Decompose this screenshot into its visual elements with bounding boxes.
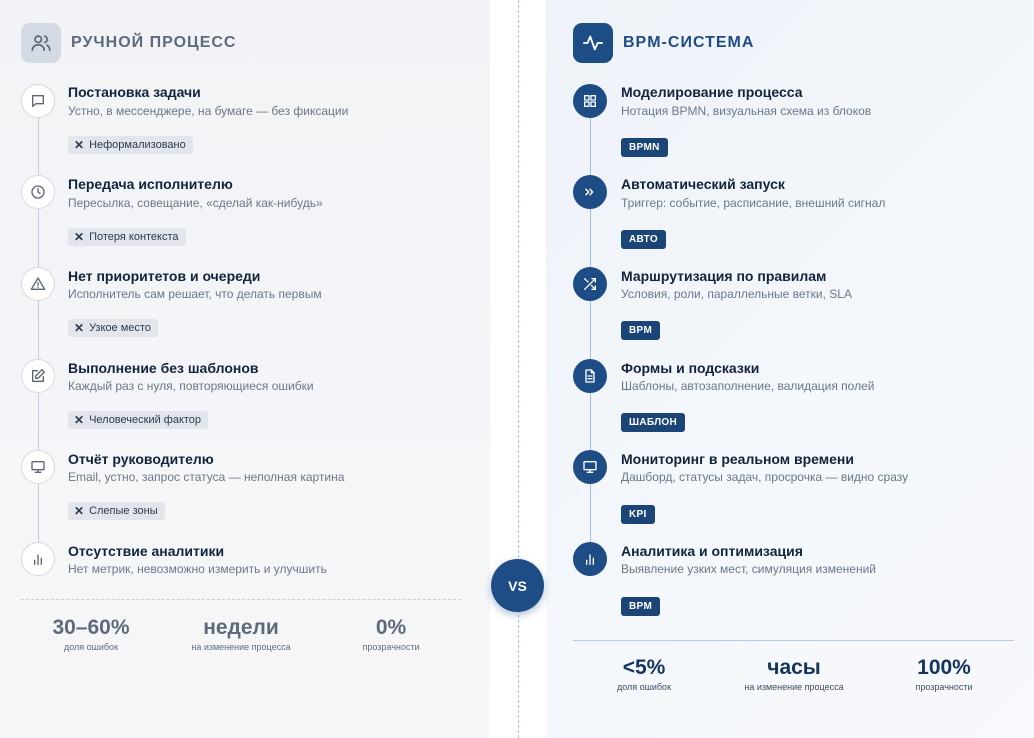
edit-icon	[21, 359, 55, 393]
problem-badge	[68, 502, 165, 520]
clock-icon	[21, 175, 55, 209]
feature-badge: BPM	[621, 597, 660, 616]
close-icon: ✕	[74, 230, 85, 244]
shuffle-icon	[573, 267, 607, 301]
stat-value: недели	[203, 616, 279, 639]
bpm-system-title: BPM-СИСТЕМА	[623, 34, 755, 51]
step-title: Выполнение без шаблонов	[68, 360, 259, 376]
problem-badge	[68, 228, 186, 246]
warning-icon	[21, 267, 55, 301]
activity-icon	[573, 23, 613, 63]
close-icon: ✕	[74, 413, 85, 427]
badge-label: Неформализовано	[89, 139, 186, 151]
manual-timeline	[38, 100, 39, 560]
message-icon	[21, 84, 55, 118]
stat-label: прозрачности	[362, 642, 420, 652]
manual-stats-separator	[21, 599, 461, 600]
step-description: Каждый раз с нуля, повторяющиеся ошибки	[68, 379, 314, 393]
bpm-stats-separator	[573, 640, 1014, 641]
close-icon: ✕	[74, 504, 85, 518]
stat-value: 30–60%	[52, 616, 130, 639]
stat-label: на изменение процесса	[191, 642, 291, 652]
step-description: Устно, в мессенджере, на бумаге — без фиксации	[68, 104, 349, 118]
step-description: Выявление узких мест, симуляция изменений	[621, 562, 876, 576]
bpm-stat-change-time	[724, 655, 864, 693]
step-description: Условия, роли, параллельные ветки, SLA	[621, 287, 852, 301]
step-description: Дашборд, статусы задач, просрочка — видно сразу	[621, 470, 909, 484]
center-divider	[518, 0, 519, 738]
step-description: Нет метрик, невозможно измерить и улучшить	[68, 562, 327, 576]
monitor-icon	[21, 450, 55, 484]
chevrons-right-icon	[573, 175, 607, 209]
step-title: Формы и подсказки	[621, 360, 760, 376]
users-icon	[21, 23, 61, 63]
document-icon	[573, 359, 607, 393]
feature-badge: АВТО	[621, 230, 666, 249]
step-title: Передача исполнителю	[68, 176, 233, 192]
step-title: Мониторинг в реальном времени	[621, 451, 854, 467]
feature-badge: BPM	[621, 321, 660, 340]
step-description: Пересылка, совещание, «сделай как-нибудь»	[68, 196, 323, 210]
monitor-icon	[573, 450, 607, 484]
bpm-timeline	[590, 100, 591, 560]
feature-badge: KPI	[621, 505, 655, 524]
stat-value: 100%	[917, 656, 971, 679]
step-description: Нотация BPMN, визуальная схема из блоков	[621, 104, 872, 118]
manual-process-title: РУЧНОЙ ПРОЦЕСС	[71, 34, 237, 51]
step-description: Email, устно, запрос статуса — неполная картина	[68, 470, 345, 484]
close-icon: ✕	[74, 138, 85, 152]
step-title: Постановка задачи	[68, 84, 201, 100]
manual-stat-transparency	[321, 615, 461, 653]
stat-value: 0%	[375, 616, 407, 639]
step-description: Шаблоны, автозаполнение, валидация полей	[621, 379, 875, 393]
stat-value: часы	[767, 656, 821, 679]
step-description: Триггер: событие, расписание, внешний сигнал	[621, 196, 886, 210]
badge-label: Потеря контекста	[89, 231, 179, 243]
stat-label: прозрачности	[915, 682, 973, 692]
bar-chart-icon	[573, 542, 607, 576]
bpm-stat-errors	[574, 655, 714, 693]
badge-label: Человеческий фактор	[89, 414, 202, 426]
step-description: Исполнитель сам решает, что делать первым	[68, 287, 322, 301]
feature-badge: BPMN	[621, 138, 668, 157]
manual-stat-errors	[21, 615, 161, 653]
bar-chart-icon	[21, 542, 55, 576]
step-title: Отсутствие аналитики	[68, 543, 225, 559]
manual-stat-change-time	[171, 615, 311, 653]
stat-label: доля ошибок	[63, 642, 119, 652]
feature-badge: ШАБЛОН	[621, 413, 685, 432]
stat-value: <5%	[622, 656, 666, 679]
badge-label: Слепые зоны	[89, 505, 158, 517]
badge-label: Узкое место	[89, 322, 151, 334]
step-title: Маршрутизация по правилам	[621, 268, 827, 284]
problem-badge	[68, 319, 158, 337]
step-title: Моделирование процесса	[621, 84, 803, 100]
problem-badge	[68, 411, 208, 429]
step-title: Автоматический запуск	[621, 176, 785, 192]
step-title: Нет приоритетов и очереди	[68, 268, 261, 284]
grid-icon	[573, 84, 607, 118]
stat-label: доля ошибок	[616, 682, 672, 692]
stat-label: на изменение процесса	[744, 682, 844, 692]
step-title: Отчёт руководителю	[68, 451, 214, 467]
vs-badge: VS	[491, 559, 544, 612]
step-title: Аналитика и оптимизация	[621, 543, 803, 559]
bpm-stat-transparency	[874, 655, 1014, 693]
problem-badge	[68, 136, 193, 154]
close-icon: ✕	[74, 321, 85, 335]
